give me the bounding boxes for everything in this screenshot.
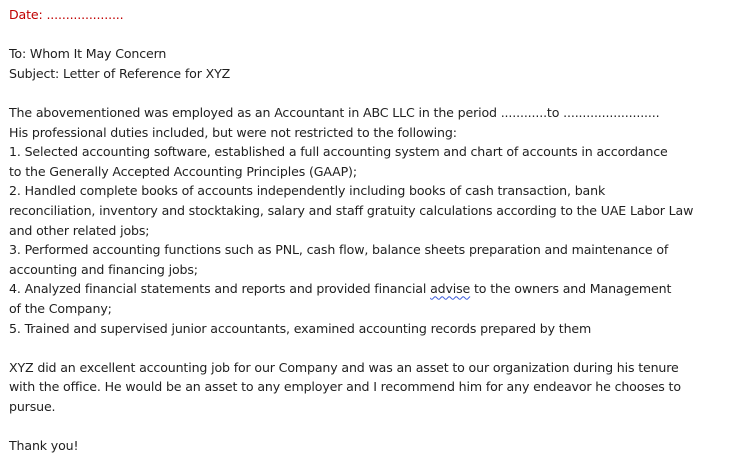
closing-line-2: with the office. He would be an asset to any employer and I recommend him for any endeavor he chooses to <box>9 379 681 395</box>
duty-5-line: 5. Trained and supervised junior accountants, examined accounting records prepared by them <box>9 320 592 336</box>
duty-2-line-3: and other related jobs; <box>9 222 150 238</box>
subject-line: Subject: Letter of Reference for XYZ <box>9 65 231 81</box>
letter-document <box>9 5 731 456</box>
closing-line-1: XYZ did an excellent accounting job for our Company and was an asset to our organization during his tenure <box>9 359 679 375</box>
spacer <box>9 25 731 45</box>
duty-2-line-1: 2. Handled complete books of accounts independently including books of cash transaction, bank <box>9 183 606 199</box>
date-line: Date: .................... <box>9 7 124 22</box>
duty-4-line-2: of the Company; <box>9 300 112 316</box>
intro-line: The abovementioned was employed as an Accountant in ABC LLC in the period ............to ......................... <box>9 104 660 120</box>
duty-1-line-1: 1. Selected accounting software, established a full accounting system and chart of accounts in accordance <box>9 144 668 160</box>
duty-3-line-2: accounting and financing jobs; <box>9 261 198 277</box>
duty-4-line-1 <box>9 279 731 299</box>
duty-2-line-2: reconciliation, inventory and stocktaking, salary and staff gratuity calculations according to the UAE Labor Law <box>9 202 694 218</box>
duty-4-text-end: to the owners and Management <box>470 281 672 297</box>
duty-1-line-2: to the Generally Accepted Accounting Principles (GAAP); <box>9 163 357 179</box>
thanks-line: Thank you! <box>9 438 79 454</box>
duties-intro: His professional duties included, but were not restricted to the following: <box>9 124 457 140</box>
duty-3-line-1: 3. Performed accounting functions such as PNL, cash flow, balance sheets preparation and maintenance of <box>9 242 669 258</box>
spacer <box>9 338 731 358</box>
spellcheck-flagged-word[interactable]: advise <box>430 281 471 297</box>
spacer <box>9 416 731 436</box>
spacer <box>9 83 731 103</box>
closing-line-3: pursue. <box>9 398 56 414</box>
duty-4-text-start: 4. Analyzed financial statements and reports and provided financial <box>9 281 431 297</box>
recipient-line: To: Whom It May Concern <box>9 46 167 62</box>
